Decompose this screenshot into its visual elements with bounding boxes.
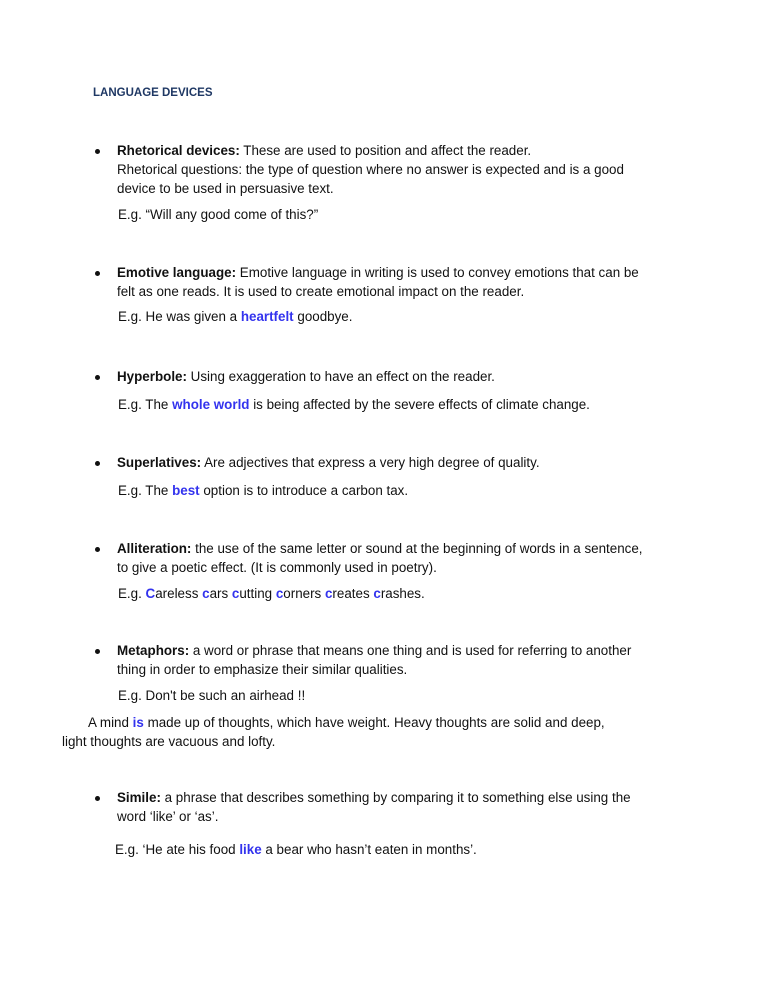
item-rhetorical-example: E.g. “Will any good come of this?” <box>118 207 319 222</box>
item-metaphors-line2: thing in order to emphasize their similar qualities. <box>117 662 408 677</box>
item-simile-line2: word ‘like’ or ‘as’. <box>117 809 219 824</box>
item-rhetorical-line1: Rhetorical devices: These are used to position and affect the reader. <box>117 143 532 158</box>
item-superlatives-example: E.g. The best option is to introduce a carbon tax. <box>118 483 409 498</box>
item-hyperbole-line1: Hyperbole: Using exaggeration to have an effect on the reader. <box>117 369 495 384</box>
item-emotive-line1: Emotive language: Emotive language in writing is used to convey emotions that can be <box>117 265 639 280</box>
bullet-icon <box>95 375 100 380</box>
item-simile-example: E.g. ‘He ate his food like a bear who hasn’t eaten in months’. <box>115 842 477 857</box>
item-alliteration-line2: to give a poetic effect. (It is commonly used in poetry). <box>117 560 437 575</box>
item-emotive-line2: felt as one reads. It is used to create emotional impact on the reader. <box>117 284 525 299</box>
item-rhetorical-line3: device to be used in persuasive text. <box>117 181 334 196</box>
page-title: LANGUAGE DEVICES <box>93 87 213 99</box>
item-emotive-example: E.g. He was given a heartfelt goodbye. <box>118 309 353 324</box>
bullet-icon <box>95 649 100 654</box>
item-simile-line1: Simile: a phrase that describes something by comparing it to something else using the <box>117 790 631 805</box>
item-metaphors-extra2: light thoughts are vacuous and lofty. <box>62 734 276 749</box>
item-alliteration-line1: Alliteration: the use of the same letter or sound at the beginning of words in a sentence, <box>117 541 643 556</box>
item-superlatives-line1: Superlatives: Are adjectives that express a very high degree of quality. <box>117 455 540 470</box>
bullet-icon <box>95 271 100 276</box>
bullet-icon <box>95 461 100 466</box>
bullet-icon <box>95 547 100 552</box>
item-metaphors-line1: Metaphors: a word or phrase that means one thing and is used for referring to another <box>117 643 632 658</box>
item-rhetorical-line2: Rhetorical questions: the type of question where no answer is expected and is a good <box>117 162 624 177</box>
item-metaphors-extra1: A mind is made up of thoughts, which have weight. Heavy thoughts are solid and deep, <box>88 715 605 730</box>
bullet-icon <box>95 149 100 154</box>
item-hyperbole-example: E.g. The whole world is being affected by the severe effects of climate change. <box>118 397 590 412</box>
item-metaphors-example: E.g. Don't be such an airhead !! <box>118 688 306 703</box>
item-alliteration-example: E.g. Careless cars cutting corners creates crashes. <box>118 586 425 601</box>
bullet-icon <box>95 796 100 801</box>
